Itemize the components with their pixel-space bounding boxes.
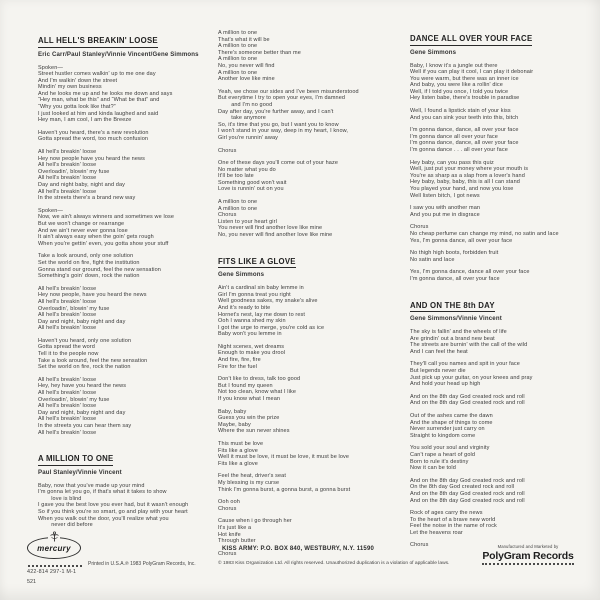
lyric-line: And on the 8th day God created rock and roll xyxy=(410,393,525,400)
lyric-line: Hey now people have you heard the news xyxy=(38,155,145,162)
lyric-line: Street hustler comes walkin' up to me one day xyxy=(38,71,156,78)
lyric-line: Set the world on fire, fight the institution xyxy=(38,259,140,266)
stanza xyxy=(410,63,590,103)
mercury-logo xyxy=(27,537,81,559)
stanza xyxy=(38,286,214,332)
lyric-line: I gave you the best love you ever had, but it wasn't enough xyxy=(38,502,189,509)
lyric-line: A million to one xyxy=(218,205,258,212)
lyric-line: The sky is fallin' and the wheels of life xyxy=(410,329,507,336)
catalog-number: 422-814 297-1 M-1 xyxy=(27,569,77,575)
lyric-line: But I found my queen xyxy=(218,382,273,389)
stanza xyxy=(218,473,400,493)
song-title: AND ON THE 8th DAY xyxy=(410,301,495,313)
lyric-line: Now it can be told xyxy=(410,465,456,472)
lyric-line: A million to one xyxy=(218,43,258,50)
lyric-line: Set the world on fire, rock the nation xyxy=(38,364,131,371)
stanza xyxy=(218,89,400,142)
lyric-line: Through butter xyxy=(218,538,256,545)
lyric-line: I won't stand in your way, deep in my heart, I know, xyxy=(218,128,349,135)
lyric-line: Overloadin', blowin' my fuse xyxy=(38,305,110,312)
stanza xyxy=(38,149,214,202)
lyric-line: Chorus xyxy=(218,505,237,512)
stanza xyxy=(410,160,590,200)
stanza xyxy=(410,361,590,387)
lyric-line: Well if you can play it cool, I can play it debonair xyxy=(410,69,534,76)
lyric-line: And you can sink your teeth into this, bitch xyxy=(410,114,519,121)
stanza xyxy=(218,160,400,193)
lyric-line: Let the heavens roar xyxy=(410,529,463,536)
lyric-line: Overloadin', blowin' my fuse xyxy=(38,396,110,403)
lyric-line: Enough to make you drool xyxy=(218,350,286,357)
lyric-line: Yes, I'm gonna dance, all over your face xyxy=(410,237,513,244)
lyric-line: Well goodness sakes, my snake's alive xyxy=(218,298,318,305)
lyric-line: Day and night baby, night and day xyxy=(38,182,126,188)
lyric-line: And on the 8th day God created rock and roll xyxy=(410,497,525,504)
stanza xyxy=(218,409,400,435)
lyric-line: Chorus xyxy=(218,147,237,154)
lyric-line: Ooh I wanna shed my skin xyxy=(218,318,286,325)
lyric-line: Fire for the fuel xyxy=(218,363,258,370)
lyric-line: Are grindin' out a brand new beat xyxy=(410,335,495,342)
lyric-line: Chorus xyxy=(410,542,429,549)
lyric-line: You played your hand, and now you lose xyxy=(410,186,514,192)
stanza xyxy=(38,253,214,279)
lyric-line: And he looks me up and he looks me down and says xyxy=(38,90,173,97)
lyric-line: Born to rule it's destiny xyxy=(410,458,469,465)
lyric-line: No, you never will find xyxy=(218,62,275,69)
lyric-line: All hell's breakin' loose xyxy=(38,376,97,383)
lyric-line: All hell's breakin' loose xyxy=(38,403,97,410)
lyric-line: Hey now people, have you heard the news xyxy=(38,292,147,299)
lyrics-column-middle xyxy=(218,30,400,563)
stanza xyxy=(38,208,214,248)
lyric-line: So, it's time that you go, but I want you to know xyxy=(218,121,339,128)
song-title: ALL HELL'S BREAKIN' LOOSE xyxy=(38,36,158,48)
lyric-line: Well, I found a lipstick stain of your kiss xyxy=(410,108,511,115)
lyric-line: Listen to your heart girl xyxy=(218,218,277,225)
caduceus-icon xyxy=(48,531,60,542)
lyric-line: All hell's breakin' loose xyxy=(38,312,97,319)
stanza xyxy=(410,250,590,263)
lyric-line: Fits like a glove xyxy=(218,460,258,467)
copyright-notice: © 1983 Kiss Organization Ltd. All rights reserved. Unauthorized duplication is a violation of applicable laws. xyxy=(218,561,450,566)
mercury-wordmark: mercury xyxy=(37,543,71,553)
lyric-line: Yeah, we chose our sides and I've been misunderstood xyxy=(218,88,359,95)
song-title: DANCE ALL OVER YOUR FACE xyxy=(410,34,532,46)
lyric-line: I just looked at him and kinda laughed and said xyxy=(38,110,159,117)
lyric-line: It'll be too late xyxy=(218,173,254,180)
stanza xyxy=(218,199,400,239)
phonogram-copyright-text: ℗ 1983 PolyGram Records, Inc. xyxy=(125,561,196,567)
stanza xyxy=(410,205,590,218)
lyric-line: All hell's breakin' loose xyxy=(38,390,97,397)
lyric-line: Feel the heat, driver's seat xyxy=(218,473,286,480)
lyric-line: And hold your head up high xyxy=(410,381,481,388)
lyric-line: Hey baby, baby, baby, this is all I can stand xyxy=(410,179,520,186)
lyric-line: All hell's breakin' loose xyxy=(38,325,97,332)
lyric-line: The streets are burnin' with the call of the wild xyxy=(410,342,528,349)
lyric-line: Where the sun never shines xyxy=(218,428,290,435)
lyric-line: I'm gonna dance . . . all over your face xyxy=(410,147,508,154)
lyric-line: When you're gettin' even, you gotta show your stuff xyxy=(38,240,169,247)
song-title: FITS LIKE A GLOVE xyxy=(218,257,296,269)
stanza xyxy=(410,445,590,471)
lyric-line: Chorus xyxy=(218,550,237,557)
lyric-line: No matter what you do xyxy=(218,166,276,173)
lyric-line: Out of the ashes came the dawn xyxy=(410,412,493,419)
lyric-line: Well, just put your money where your mouth is xyxy=(410,166,529,173)
lyric-line: In the streets you can hear them say xyxy=(38,423,132,429)
lyric-line: Chorus xyxy=(410,224,429,231)
lyric-line: And I'm walkin' down the street xyxy=(38,77,118,84)
lyric-line: Ooh ooh xyxy=(218,499,240,506)
lyric-line: Spoken— xyxy=(38,64,63,71)
lyric-line: They'll call you names and spit in your face xyxy=(410,361,520,368)
lyric-line: never did before xyxy=(38,522,93,529)
lyric-line: All hell's breakin' loose xyxy=(38,429,97,436)
lyric-line: Baby won't you lemme in xyxy=(218,331,282,338)
song-title: A MILLION TO ONE xyxy=(38,454,113,466)
lyric-line: If you know what I mean xyxy=(218,396,281,403)
lyric-line: and I'm no good xyxy=(218,101,273,108)
lyric-line: No thigh high boots, forbidden fruit xyxy=(410,250,499,257)
song-credit: Eric Carr/Paul Stanley/Vinnie Vincent/Gene Simmons xyxy=(38,50,199,58)
lyric-line: And the shape of things to come xyxy=(410,419,493,426)
lyric-line: Just pick up your guitar, on your knees and pray xyxy=(410,374,533,381)
lyric-line: Well it must be love, it must be love, it must be love xyxy=(218,454,350,461)
stanza xyxy=(218,376,400,402)
lyric-line: I'm gonna let you go, if that's what it takes to show xyxy=(38,489,167,496)
lyric-line: Gotta spread the word, too much confusion xyxy=(38,136,149,143)
lyric-line: Baby, now that you've made up your mind xyxy=(38,482,145,489)
lyric-line: I got the urge to merge, you're cold as ice xyxy=(218,324,325,331)
lyric-line: Spoken— xyxy=(38,207,63,214)
lyric-line: I saw you with another man xyxy=(410,205,481,212)
lyric-line: Haven't you heard, only one solution xyxy=(38,337,132,344)
lyric-line: Mindin' my own business xyxy=(38,84,102,91)
lyric-line: Hey man, I am cool, I am the Breeze xyxy=(38,117,132,124)
lyric-line: You're as sharp as a slap from a lover's hand xyxy=(410,172,525,179)
lyric-line: Love is runnin' out on you xyxy=(218,186,284,193)
lyric-line: Chorus xyxy=(218,212,237,219)
lyric-line: And on the 8th day God created rock and roll xyxy=(410,400,525,407)
lyric-line: A million to one xyxy=(218,199,258,206)
lyric-line: Rock of ages carry the news xyxy=(410,510,483,517)
catalog-number-2: 521 xyxy=(27,579,36,585)
stanza xyxy=(410,269,590,282)
lyric-line: So if you think you're so smart, go and play with your heart xyxy=(38,509,188,516)
lyric-line: No, you never will find another love like mine xyxy=(218,232,333,239)
lyric-line: When you walk out the door, you'll realize what you xyxy=(38,515,169,522)
song-credit: Gene Simmons xyxy=(218,271,265,279)
lyric-line: Cause when i go through her xyxy=(218,518,292,525)
lyric-line: Never surrender just carry on xyxy=(410,426,485,433)
divider-dots xyxy=(28,565,82,567)
lyric-line: I'm gonna dance all over your face xyxy=(410,133,498,140)
stanza xyxy=(38,483,214,529)
lyric-line: Haven't you heard, there's a new revolution xyxy=(38,129,149,136)
lyric-line: I'm gonna dance, dance, all over your face xyxy=(410,127,519,134)
lyric-line: Tell it to the people now xyxy=(38,351,99,358)
lyric-line: It's just like a xyxy=(218,524,252,531)
polygram-wordmark: PolyGram Records xyxy=(482,550,574,562)
lyric-line: You sold your soul and virginity xyxy=(410,445,490,452)
printed-in-usa-text: Printed in U.S.A. xyxy=(88,561,125,567)
lyric-line: “Hey man, what be this” and “What be that” and xyxy=(38,97,160,104)
stanza xyxy=(218,148,400,155)
lyric-line: All hell's breakin' loose xyxy=(38,188,97,195)
stanza xyxy=(410,510,590,536)
lyrics-column-right xyxy=(410,28,590,555)
lyric-line: A million to one xyxy=(218,56,258,63)
lyric-line: Night scenes, wet dreams xyxy=(218,343,285,350)
lyric-line: To the heart of a brave new world xyxy=(410,516,496,523)
lyric-line: Girl I'm gonna treat you right xyxy=(218,291,291,298)
lyric-line: But everytime I try to open your eyes, I'm damned xyxy=(218,95,346,102)
lyric-line: It ain't always easy when the goin' gets rough xyxy=(38,234,154,241)
stanza xyxy=(218,499,400,512)
stanza xyxy=(218,441,400,467)
lyric-line: Now, we ain't always winners and sometimes we lose xyxy=(38,214,175,221)
lyric-line: I'm gonna dance, dance, all over your face xyxy=(410,140,519,147)
lyric-line: Think I'm gonna burst, a gonna burst, a gonna burst xyxy=(218,486,351,493)
lyric-line: Something's goin' down, rock the nation xyxy=(38,273,140,280)
divider-dots xyxy=(482,563,574,565)
lyric-line: My blessing is my curse xyxy=(218,479,280,486)
lyric-line: Well, if I told you once, I told you twice xyxy=(410,88,509,95)
lyric-line: love is blind xyxy=(38,495,82,502)
lyric-line: Hot knife xyxy=(218,531,241,538)
kiss-army-address: KISS ARMY: P.O. BOX 840, WESTBURY, N.Y. 11590 xyxy=(222,546,375,552)
lyric-line: No cheap perfume can change my mind, no satin and lace xyxy=(410,230,559,237)
lyric-line: Hey, hey have you heard the news xyxy=(38,383,127,390)
lyric-line: Straight to kingdom come xyxy=(410,432,476,439)
lyric-line: No satin and lace xyxy=(410,256,455,263)
lyric-line: And you put me in disgrace xyxy=(410,211,480,218)
stanza xyxy=(410,413,590,439)
lyric-line: Take a look around, feel the new sensation xyxy=(38,357,148,364)
lyric-line: Well listen bitch, I got news xyxy=(410,192,480,199)
lyric-line: You never will find another love like mine xyxy=(218,225,323,232)
lyric-line: But we won't change or rearrange xyxy=(38,220,125,227)
lyrics-column-left xyxy=(38,30,214,535)
lyric-line: Fits like a glove xyxy=(218,447,258,454)
manufactured-by-text: Manufactured and Marketed by xyxy=(497,544,559,549)
lyric-line: Overloadin', blowin' my fuse xyxy=(38,168,110,175)
stanza xyxy=(410,478,590,504)
lyric-line: But legends never die xyxy=(410,368,466,374)
lyric-line: All hell's breakin' loose xyxy=(38,162,97,169)
lyric-line: That's what it will be xyxy=(218,36,270,43)
lyric-line: There's someone better than me xyxy=(218,49,301,56)
lyric-line: “Why you gotta look like that?” xyxy=(38,104,116,111)
stanza xyxy=(218,518,400,544)
lyric-line: A million to one xyxy=(218,69,258,76)
lyric-line: Ain't a cardinal sin baby lemme in xyxy=(218,285,304,292)
lyric-line: Feel the noise in the name of rock xyxy=(410,523,497,530)
lyric-line: Baby, baby xyxy=(218,408,247,415)
lyric-line: And fire, fire, fire xyxy=(218,357,261,364)
lyric-line: All hell's breakin' loose xyxy=(38,298,97,305)
lyric-line: All hell's breakin' loose xyxy=(38,149,97,156)
lyric-line: And on the 8th day God created rock and roll xyxy=(410,477,525,484)
stanza xyxy=(410,127,590,153)
stanza xyxy=(218,285,400,338)
lyric-line: All hell's breakin' loose xyxy=(38,175,97,182)
lyric-line: One of these days you'll come out of your haze xyxy=(218,160,338,167)
lyric-line: Day and night, baby night and day xyxy=(38,409,126,416)
song-credit: Gene Simmons/Vinnie Vincent xyxy=(410,315,502,323)
polygram-logo xyxy=(478,544,578,565)
lyric-line: And baby, you were like a rollin' dice xyxy=(410,82,503,89)
lyric-line: Something good won't wait xyxy=(218,179,287,186)
lyric-line: This must be love xyxy=(218,441,264,447)
song-credit: Paul Stanley/Vinnie Vincent xyxy=(38,468,122,476)
stanza xyxy=(38,130,214,143)
stanza xyxy=(218,30,400,83)
lyric-line: Girl you're runnin' away xyxy=(218,134,279,141)
lyric-line: Hornet's nest, lay me down to rest xyxy=(218,311,306,318)
lyric-line: I'm gonna dance, all over your face xyxy=(410,275,500,282)
lyric-line: You were warm, but there was an inner ice xyxy=(410,75,519,82)
stanza xyxy=(410,224,590,244)
stanza xyxy=(410,329,590,355)
lyric-line: And I can feel the heat xyxy=(410,348,468,355)
lyric-line: Hey baby, can you pass this quiz xyxy=(410,159,494,166)
stanza xyxy=(410,108,590,121)
lyric-line: Baby, I know it's a jungle out there xyxy=(410,62,498,69)
lyric-line: Not too clean, know what I like xyxy=(218,389,297,396)
lyric-line: Yes, I'm gonna dance, dance all over your face xyxy=(410,269,530,276)
lyric-line: Don't like to dress, talk too good xyxy=(218,376,301,383)
stanza xyxy=(410,394,590,407)
lyric-line: Can't rape a heart of gold xyxy=(410,451,476,458)
lyric-line: All hell's breakin' loose xyxy=(38,416,97,423)
song-credit: Gene Simmons xyxy=(410,48,457,56)
lyric-line: Day and night, baby night and day xyxy=(38,318,126,325)
stanza xyxy=(38,338,214,371)
stanza xyxy=(38,65,214,124)
lyric-line: Take a look around, only one solution xyxy=(38,253,134,260)
lyric-line: And on the 8th day God created rock and roll xyxy=(410,490,525,497)
lyric-line: All hell's breakin' loose xyxy=(38,285,97,292)
lyric-line: Another love like mine xyxy=(218,76,275,83)
lyric-line: Guess you win the prize xyxy=(218,415,280,422)
stanza xyxy=(218,344,400,370)
lyric-line: Day after day, you're further away, and I can't xyxy=(218,108,334,115)
lyric-line: take anymore xyxy=(218,115,266,122)
lyric-line: And it's ready to bite xyxy=(218,304,271,311)
lyric-line: On the 8th day God created rock and roll xyxy=(410,484,515,491)
lyric-line: In the streets there's a brand new way xyxy=(38,195,136,202)
lyric-line: Maybe, baby xyxy=(218,421,251,428)
lyric-line: And we ain't never ever gonna lose xyxy=(38,227,128,234)
stanza xyxy=(38,377,214,436)
lyric-line: Gotta spread the word xyxy=(38,344,95,351)
lyric-line: A million to one xyxy=(218,30,258,36)
lyric-line: Hey listen babe, there's trouble in paradise xyxy=(410,95,520,102)
lyric-line: Gonna stand our ground, feel the new sensation xyxy=(38,266,161,273)
